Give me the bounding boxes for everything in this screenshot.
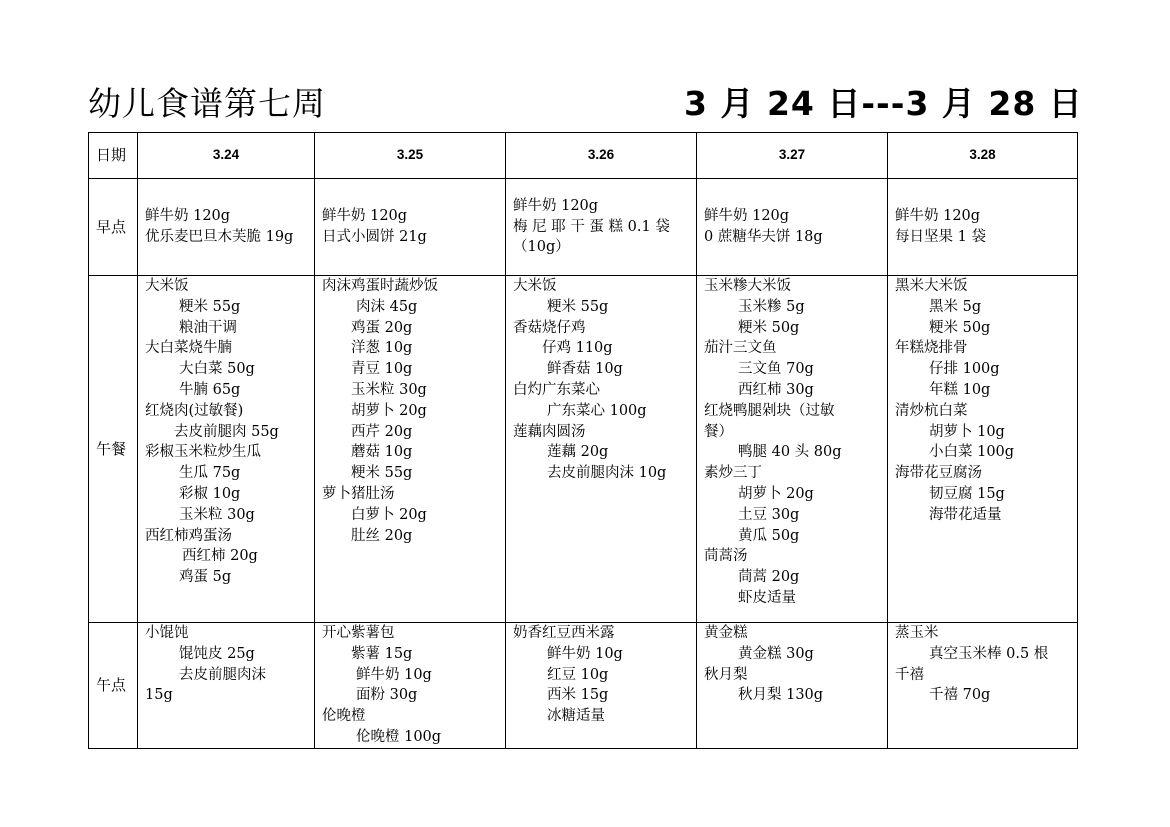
- menu-line: 鲜牛奶 120g: [704, 208, 790, 225]
- menu-line: 0 蔗糖华夫饼 18g: [704, 229, 823, 245]
- menu-line: 粳米 55g: [179, 298, 241, 315]
- menu-line: 海带花豆腐汤: [895, 465, 982, 482]
- menu-line: 红烧鸭腿剁块（过敏: [704, 402, 835, 419]
- snack-cell: [506, 623, 697, 749]
- menu-line: 鲜牛奶 120g: [145, 208, 231, 225]
- snack-cell: [315, 623, 506, 749]
- menu-line: 青豆 10g: [351, 361, 413, 378]
- menu-line: 胡萝卜 20g: [351, 402, 427, 419]
- menu-line: 茼蒿 20g: [738, 569, 800, 586]
- menu-line: 鲜牛奶 10g: [356, 666, 432, 683]
- row-label-breakfast: 早点: [89, 179, 138, 276]
- row-label-snack: 午点: [89, 623, 138, 749]
- row-label-date: 日期: [89, 133, 138, 179]
- lunch-cell: [315, 276, 506, 623]
- page-title: 幼儿食谱第七周: [88, 84, 326, 123]
- menu-line: （10g）: [513, 239, 570, 256]
- menu-line: 鸡蛋 5g: [179, 569, 232, 586]
- menu-line: 伦晚橙 100g: [356, 728, 442, 745]
- row-label-lunch: 午餐: [89, 276, 138, 623]
- menu-line: 粳米 55g: [351, 465, 413, 482]
- menu-line: 广东菜心 100g: [547, 402, 647, 419]
- menu-line: 馄饨皮 25g: [179, 645, 255, 662]
- date-cell: 3.25: [315, 133, 506, 179]
- menu-line: 韧豆腐 15g: [929, 485, 1005, 502]
- menu-line: 牛腩 65g: [179, 381, 241, 398]
- menu-line: 白灼广东菜心: [513, 381, 600, 398]
- breakfast-cell: [888, 179, 1078, 276]
- menu-line: 莲藕 20g: [547, 444, 609, 461]
- menu-line: 鸭腿 40 头 80g: [738, 444, 842, 461]
- menu-line: 每日坚果 1 袋: [895, 229, 986, 245]
- breakfast-cell: [697, 179, 888, 276]
- menu-line: 梅 尼 耶 干 蛋 糕 0.1 袋: [513, 218, 670, 235]
- menu-line: 黑米 5g: [929, 298, 982, 315]
- menu-line: 肉沫鸡蛋时蔬炒饭: [322, 278, 438, 294]
- menu-line: 红烧肉(过敏餐): [145, 402, 244, 419]
- menu-line: 西米 15g: [547, 687, 609, 704]
- menu-line: 开心紫薯包: [322, 625, 395, 641]
- menu-line: 茄汁三文鱼: [704, 340, 777, 357]
- menu-line: 鲜香菇 10g: [547, 361, 623, 378]
- lunch-cell: [506, 276, 697, 623]
- menu-line: 大白菜 50g: [179, 361, 255, 378]
- menu-line: 仔鸡 110g: [542, 340, 613, 357]
- menu-line: 伦晚橙: [322, 708, 366, 725]
- menu-line: 胡萝卜 10g: [929, 423, 1005, 440]
- date-cell: 3.24: [138, 133, 315, 179]
- menu-line: 千禧: [895, 666, 924, 683]
- menu-line: 去皮前腿肉 55g: [174, 423, 279, 440]
- menu-line: 萝卜猪肚汤: [322, 485, 395, 502]
- menu-line: 真空玉米棒 0.5 根: [929, 645, 1049, 662]
- menu-line: 千禧 70g: [929, 687, 991, 704]
- snack-cell: [697, 623, 888, 749]
- menu-line: 蒸玉米: [895, 625, 939, 641]
- menu-line: 西红柿鸡蛋汤: [145, 527, 232, 544]
- snack-cell: [138, 623, 315, 749]
- breakfast-cell: [506, 179, 697, 276]
- menu-line: 面粉 30g: [356, 687, 418, 704]
- menu-line: 鲜牛奶 10g: [547, 645, 623, 662]
- menu-line: 肉沫 45g: [356, 298, 418, 315]
- menu-line: 大米饭: [145, 278, 189, 294]
- menu-line: 肚丝 20g: [351, 527, 413, 544]
- menu-line: 生瓜 75g: [179, 465, 241, 482]
- menu-line: 蘑菇 10g: [351, 444, 413, 461]
- menu-line: 紫薯 15g: [351, 645, 413, 662]
- date-range: 3 月 24 日---3 月 28 日: [684, 84, 1083, 123]
- menu-line: 黄瓜 50g: [738, 527, 800, 544]
- menu-line: 粮油干调: [179, 319, 237, 336]
- menu-line: 香菇烧仔鸡: [513, 319, 586, 336]
- menu-line: 鲜牛奶 120g: [895, 208, 981, 225]
- menu-line: 日式小圆饼 21g: [322, 229, 427, 245]
- lunch-cell: [138, 276, 315, 623]
- breakfast-row: [89, 179, 1078, 276]
- menu-line: 洋葱 10g: [351, 340, 413, 357]
- menu-line: 胡萝卜 20g: [738, 485, 814, 502]
- date-cell: 3.28: [888, 133, 1078, 179]
- menu-line: 秋月梨 130g: [738, 687, 824, 704]
- menu-line: 优乐麦巴旦木芙脆 19g: [145, 229, 294, 245]
- lunch-cell: [697, 276, 888, 623]
- menu-table: [88, 132, 1078, 749]
- menu-line: 黄金糕: [704, 625, 748, 641]
- menu-line: 去皮前腿肉沫 10g: [547, 465, 667, 482]
- lunch-cell: [888, 276, 1078, 623]
- menu-line: 虾皮适量: [738, 589, 796, 606]
- snack-cell: [888, 623, 1078, 749]
- date-cell: 3.26: [506, 133, 697, 179]
- menu-line: 西芹 20g: [351, 423, 413, 440]
- menu-line: 大米饭: [513, 278, 557, 294]
- menu-line: 西红柿 20g: [182, 548, 258, 565]
- menu-line: 小白菜 100g: [929, 444, 1015, 461]
- menu-line: 鲜牛奶 120g: [322, 208, 408, 225]
- menu-line: 去皮前腿肉沫: [179, 666, 266, 683]
- menu-line: 土豆 30g: [738, 506, 800, 523]
- menu-line: 小馄饨: [145, 625, 189, 641]
- menu-line: 黑米大米饭: [895, 278, 968, 294]
- menu-line: 清炒杭白菜: [895, 402, 968, 419]
- menu-line: 冰糖适量: [547, 708, 605, 725]
- menu-line: 西红柿 30g: [738, 381, 814, 398]
- date-row: [89, 133, 1078, 179]
- menu-line: 仔排 100g: [929, 361, 1000, 378]
- menu-line: 餐）: [704, 423, 733, 440]
- menu-line: 鸡蛋 20g: [351, 319, 413, 336]
- menu-line: 红豆 10g: [547, 666, 609, 683]
- breakfast-cell: [138, 179, 315, 276]
- menu-line: 彩椒玉米粒炒生瓜: [145, 444, 261, 461]
- menu-line: 粳米 55g: [547, 298, 609, 315]
- menu-line: 玉米粒 30g: [179, 506, 255, 523]
- menu-line: 茼蒿汤: [704, 548, 748, 565]
- menu-line: 年糕烧排骨: [895, 340, 968, 357]
- menu-line: 玉米糁 5g: [738, 298, 805, 315]
- menu-line: 黄金糕 30g: [738, 645, 814, 662]
- menu-line: 三文鱼 70g: [738, 361, 814, 378]
- menu-line: 大白菜烧牛腩: [145, 340, 232, 357]
- menu-line: 莲藕肉圆汤: [513, 423, 586, 440]
- menu-line: 鲜牛奶 120g: [513, 197, 599, 214]
- menu-line: 15g: [145, 687, 173, 704]
- menu-line: 粳米 50g: [738, 319, 800, 336]
- menu-line: 彩椒 10g: [179, 485, 241, 502]
- menu-line: 玉米粒 30g: [351, 381, 427, 398]
- menu-line: 粳米 50g: [929, 319, 991, 336]
- menu-line: 海带花适量: [929, 506, 1002, 523]
- date-cell: 3.27: [697, 133, 888, 179]
- breakfast-cell: [315, 179, 506, 276]
- menu-line: 年糕 10g: [929, 381, 991, 398]
- menu-line: 玉米糁大米饭: [704, 278, 791, 294]
- menu-line: 白萝卜 20g: [351, 506, 427, 523]
- menu-line: 奶香红豆西米露: [513, 625, 615, 641]
- snack-row: [89, 623, 1078, 749]
- menu-line: 秋月梨: [704, 666, 748, 683]
- menu-line: 素炒三丁: [704, 465, 762, 482]
- lunch-row: [89, 276, 1078, 623]
